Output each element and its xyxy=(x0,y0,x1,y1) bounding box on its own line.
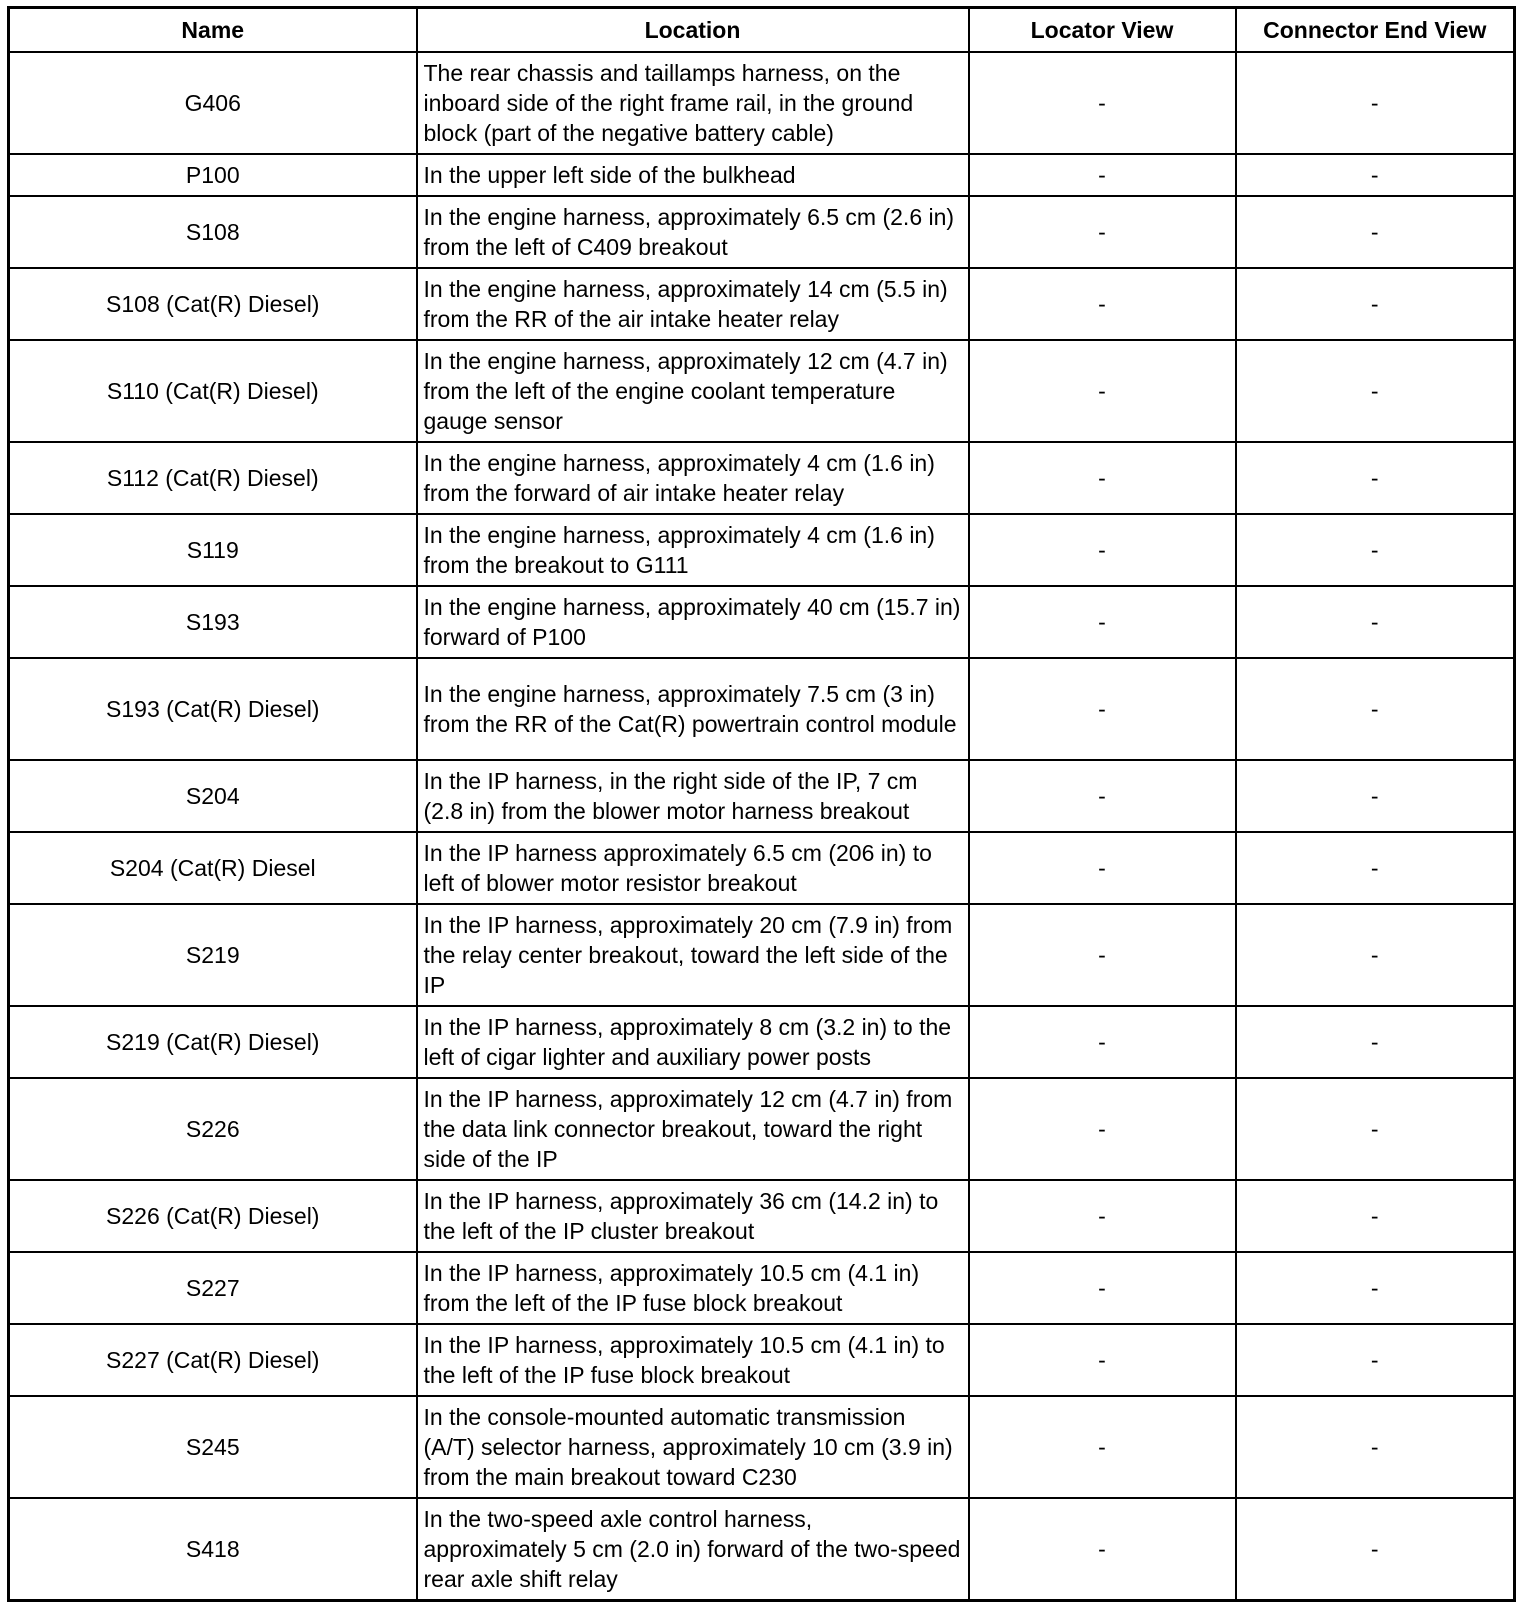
cell-name: S119 xyxy=(9,514,417,586)
table-row xyxy=(9,1006,1515,1078)
cell-location: In the engine harness, approximately 12 cm (4.7 in) from the left of the engine coolant temperature gauge sensor xyxy=(417,340,969,442)
cell-locator-view: - xyxy=(969,268,1236,340)
table-row xyxy=(9,1252,1515,1324)
cell-locator-view: - xyxy=(969,832,1236,904)
cell-name: S227 (Cat(R) Diesel) xyxy=(9,1324,417,1396)
cell-connector-end-view: - xyxy=(1236,1078,1515,1180)
table-row xyxy=(9,586,1515,658)
cell-locator-view: - xyxy=(969,1498,1236,1601)
table-row xyxy=(9,514,1515,586)
cell-name: S108 xyxy=(9,196,417,268)
cell-location: In the IP harness, in the right side of the IP, 7 cm (2.8 in) from the blower motor harness breakout xyxy=(417,760,969,832)
table-row xyxy=(9,1396,1515,1498)
cell-locator-view: - xyxy=(969,1252,1236,1324)
cell-location: In the IP harness, approximately 10.5 cm (4.1 in) from the left of the IP fuse block breakout xyxy=(417,1252,969,1324)
cell-name: S193 (Cat(R) Diesel) xyxy=(9,658,417,760)
cell-location: In the engine harness, approximately 6.5 cm (2.6 in) from the left of C409 breakout xyxy=(417,196,969,268)
cell-connector-end-view: - xyxy=(1236,1006,1515,1078)
cell-location: In the upper left side of the bulkhead xyxy=(417,154,969,196)
cell-connector-end-view: - xyxy=(1236,586,1515,658)
cell-locator-view: - xyxy=(969,1396,1236,1498)
cell-name: P100 xyxy=(9,154,417,196)
table-row xyxy=(9,1324,1515,1396)
cell-location: In the console-mounted automatic transmission (A/T) selector harness, approximately 10 cm (3.9 in) from the main breakout toward C230 xyxy=(417,1396,969,1498)
cell-name: S227 xyxy=(9,1252,417,1324)
table-row xyxy=(9,340,1515,442)
table-row xyxy=(9,904,1515,1006)
cell-name: S112 (Cat(R) Diesel) xyxy=(9,442,417,514)
cell-connector-end-view: - xyxy=(1236,832,1515,904)
cell-connector-end-view: - xyxy=(1236,514,1515,586)
cell-location: The rear chassis and taillamps harness, on the inboard side of the right frame rail, in the ground block (part of the negative battery cable) xyxy=(417,52,969,154)
cell-connector-end-view: - xyxy=(1236,904,1515,1006)
cell-connector-end-view: - xyxy=(1236,760,1515,832)
component-location-table xyxy=(7,6,1516,1602)
cell-connector-end-view: - xyxy=(1236,658,1515,760)
cell-name: S108 (Cat(R) Diesel) xyxy=(9,268,417,340)
header-connector-end-view: Connector End View xyxy=(1236,8,1515,53)
cell-locator-view: - xyxy=(969,1078,1236,1180)
cell-name: S219 xyxy=(9,904,417,1006)
cell-location: In the two-speed axle control harness, approximately 5 cm (2.0 in) forward of the two-speed rear axle shift relay xyxy=(417,1498,969,1601)
cell-name: S204 (Cat(R) Diesel xyxy=(9,832,417,904)
cell-locator-view: - xyxy=(969,658,1236,760)
cell-connector-end-view: - xyxy=(1236,1252,1515,1324)
cell-name: S110 (Cat(R) Diesel) xyxy=(9,340,417,442)
header-location: Location xyxy=(417,8,969,53)
table-row xyxy=(9,658,1515,760)
cell-name: S204 xyxy=(9,760,417,832)
cell-locator-view: - xyxy=(969,586,1236,658)
cell-connector-end-view: - xyxy=(1236,1498,1515,1601)
cell-locator-view: - xyxy=(969,340,1236,442)
cell-connector-end-view: - xyxy=(1236,268,1515,340)
cell-locator-view: - xyxy=(969,1180,1236,1252)
cell-name: S193 xyxy=(9,586,417,658)
cell-locator-view: - xyxy=(969,760,1236,832)
cell-locator-view: - xyxy=(969,1006,1236,1078)
cell-location: In the IP harness, approximately 12 cm (4.7 in) from the data link connector breakout, toward the right side of the IP xyxy=(417,1078,969,1180)
table-row xyxy=(9,1498,1515,1601)
cell-location: In the engine harness, approximately 14 cm (5.5 in) from the RR of the air intake heater relay xyxy=(417,268,969,340)
cell-name: G406 xyxy=(9,52,417,154)
cell-name: S245 xyxy=(9,1396,417,1498)
cell-connector-end-view: - xyxy=(1236,154,1515,196)
cell-connector-end-view: - xyxy=(1236,340,1515,442)
table-row xyxy=(9,832,1515,904)
table-row xyxy=(9,196,1515,268)
cell-location: In the IP harness, approximately 36 cm (14.2 in) to the left of the IP cluster breakout xyxy=(417,1180,969,1252)
table-row xyxy=(9,1180,1515,1252)
cell-connector-end-view: - xyxy=(1236,1324,1515,1396)
cell-locator-view: - xyxy=(969,514,1236,586)
cell-name: S418 xyxy=(9,1498,417,1601)
header-row xyxy=(9,8,1515,53)
table-row xyxy=(9,760,1515,832)
cell-connector-end-view: - xyxy=(1236,52,1515,154)
cell-locator-view: - xyxy=(969,442,1236,514)
cell-connector-end-view: - xyxy=(1236,442,1515,514)
cell-locator-view: - xyxy=(969,904,1236,1006)
table-row xyxy=(9,52,1515,154)
cell-location: In the engine harness, approximately 40 cm (15.7 in) forward of P100 xyxy=(417,586,969,658)
component-location-table-container xyxy=(7,6,1513,1602)
cell-locator-view: - xyxy=(969,154,1236,196)
table-row xyxy=(9,268,1515,340)
cell-name: S219 (Cat(R) Diesel) xyxy=(9,1006,417,1078)
cell-location: In the IP harness, approximately 8 cm (3.2 in) to the left of cigar lighter and auxiliary power posts xyxy=(417,1006,969,1078)
cell-locator-view: - xyxy=(969,52,1236,154)
cell-location: In the IP harness approximately 6.5 cm (206 in) to left of blower motor resistor breakout xyxy=(417,832,969,904)
cell-connector-end-view: - xyxy=(1236,1180,1515,1252)
cell-location: In the engine harness, approximately 4 cm (1.6 in) from the forward of air intake heater relay xyxy=(417,442,969,514)
cell-name: S226 xyxy=(9,1078,417,1180)
table-row xyxy=(9,154,1515,196)
cell-connector-end-view: - xyxy=(1236,1396,1515,1498)
cell-name: S226 (Cat(R) Diesel) xyxy=(9,1180,417,1252)
cell-location: In the engine harness, approximately 7.5 cm (3 in) from the RR of the Cat(R) powertrain control module xyxy=(417,658,969,760)
header-name: Name xyxy=(9,8,417,53)
table-row xyxy=(9,1078,1515,1180)
cell-locator-view: - xyxy=(969,196,1236,268)
cell-location: In the IP harness, approximately 10.5 cm (4.1 in) to the left of the IP fuse block breakout xyxy=(417,1324,969,1396)
header-locator-view: Locator View xyxy=(969,8,1236,53)
table-row xyxy=(9,442,1515,514)
cell-connector-end-view: - xyxy=(1236,196,1515,268)
cell-location: In the engine harness, approximately 4 cm (1.6 in) from the breakout to G111 xyxy=(417,514,969,586)
cell-location: In the IP harness, approximately 20 cm (7.9 in) from the relay center breakout, toward the left side of the IP xyxy=(417,904,969,1006)
cell-locator-view: - xyxy=(969,1324,1236,1396)
